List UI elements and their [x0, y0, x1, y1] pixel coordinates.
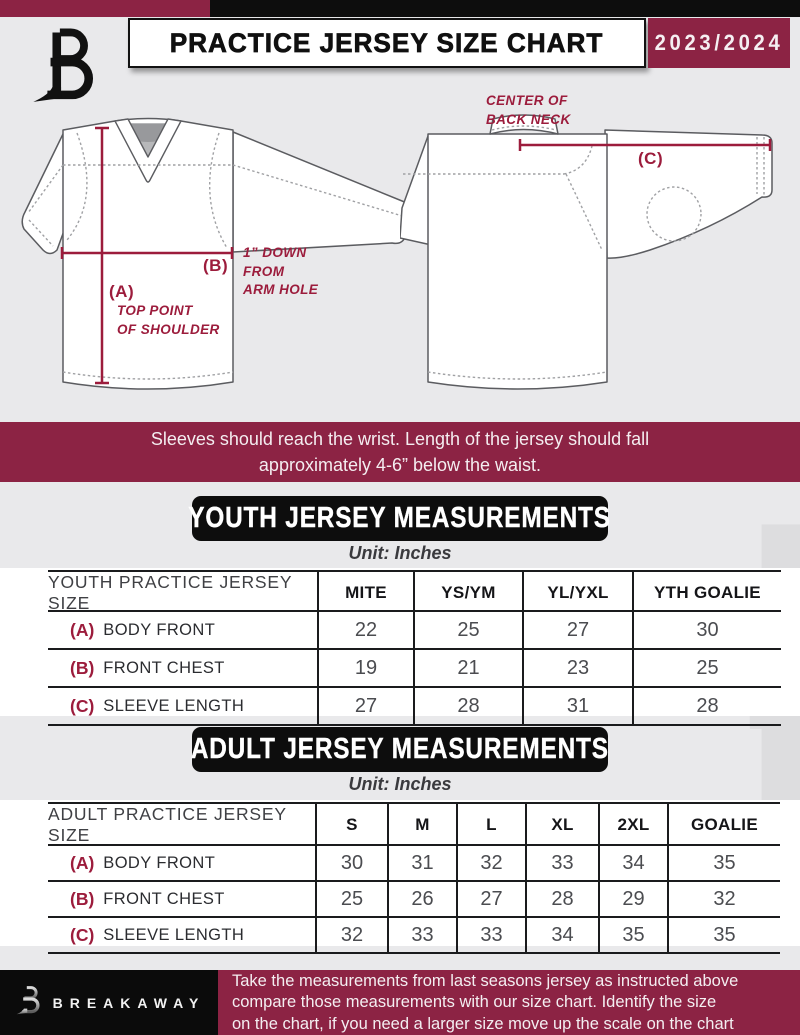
footer-note-line-3: on the chart, if you need a larger size move up the scale on the chart	[232, 1014, 734, 1033]
fit-note-banner	[0, 422, 800, 482]
breakaway-b-logo-small-icon	[13, 984, 43, 1022]
adult-table-header-row: ADULT PRACTICE JERSEY SIZE S M L XL 2XL GOALIE	[48, 804, 780, 846]
table-row: (A) BODY FRONT 22 25 27 30	[48, 612, 781, 650]
youth-size-table	[48, 570, 781, 726]
measurement-note-b: 1” DOWN FROM ARM HOLE	[243, 245, 319, 297]
maroon-strip	[0, 0, 210, 17]
footer-brand-block	[0, 970, 218, 1035]
adult-section-header: ADULT JERSEY MEASUREMENTS	[192, 727, 608, 772]
adult-size-table	[48, 802, 780, 954]
youth-unit-label: Unit: Inches	[348, 543, 452, 563]
black-strip	[210, 0, 800, 17]
page-title	[128, 18, 646, 68]
table-row: (B) FRONT CHEST 25 26 27 28 29 32	[48, 882, 780, 918]
table-row: (B) FRONT CHEST 19 21 23 25	[48, 650, 781, 688]
footer-note-line-2: compare those measurements with our size chart. Identify the size	[232, 993, 717, 1012]
measurement-label-b: (B)	[203, 256, 229, 275]
youth-section-header: YOUTH JERSEY MEASUREMENTS	[192, 496, 608, 541]
footer-note-line-1: Take the measurements from last seasons jersey as instructed above	[232, 971, 739, 990]
breakaway-b-logo-icon	[24, 20, 102, 112]
table-row: (C) SLEEVE LENGTH 27 28 31 28	[48, 688, 781, 726]
measurement-label-a: (A)	[109, 282, 135, 301]
adult-unit-label: Unit: Inches	[348, 774, 452, 794]
footer	[0, 970, 800, 1035]
banner-line-2: approximately 4-6” below the waist.	[258, 455, 542, 475]
banner-line-1: Sleeves should reach the wrist. Length of the jersey should fall	[150, 429, 650, 449]
measurement-note-a: TOP POINT OF SHOULDER	[117, 303, 220, 337]
measurement-note-c: CENTER OF BACK NECK	[486, 93, 571, 127]
footer-brand-text: BREAKAWAY	[52, 994, 206, 1011]
footer-instructions	[218, 970, 800, 1035]
season-text: 2023/2024	[654, 30, 784, 55]
back-jersey-diagram	[400, 90, 800, 400]
front-jersey-diagram	[15, 100, 435, 410]
season-badge	[648, 18, 790, 68]
table-row: (A) BODY FRONT 30 31 32 33 34 35	[48, 846, 780, 882]
table-row: (C) SLEEVE LENGTH 32 33 33 34 35 35	[48, 918, 780, 954]
measurement-label-c: (C)	[638, 149, 664, 168]
page-title-text: PRACTICE JERSEY SIZE CHART	[170, 27, 604, 58]
top-accent-strip	[0, 0, 800, 17]
youth-table-header-row: YOUTH PRACTICE JERSEY SIZE MITE YS/YM YL/YXL YTH GOALIE	[48, 572, 781, 612]
